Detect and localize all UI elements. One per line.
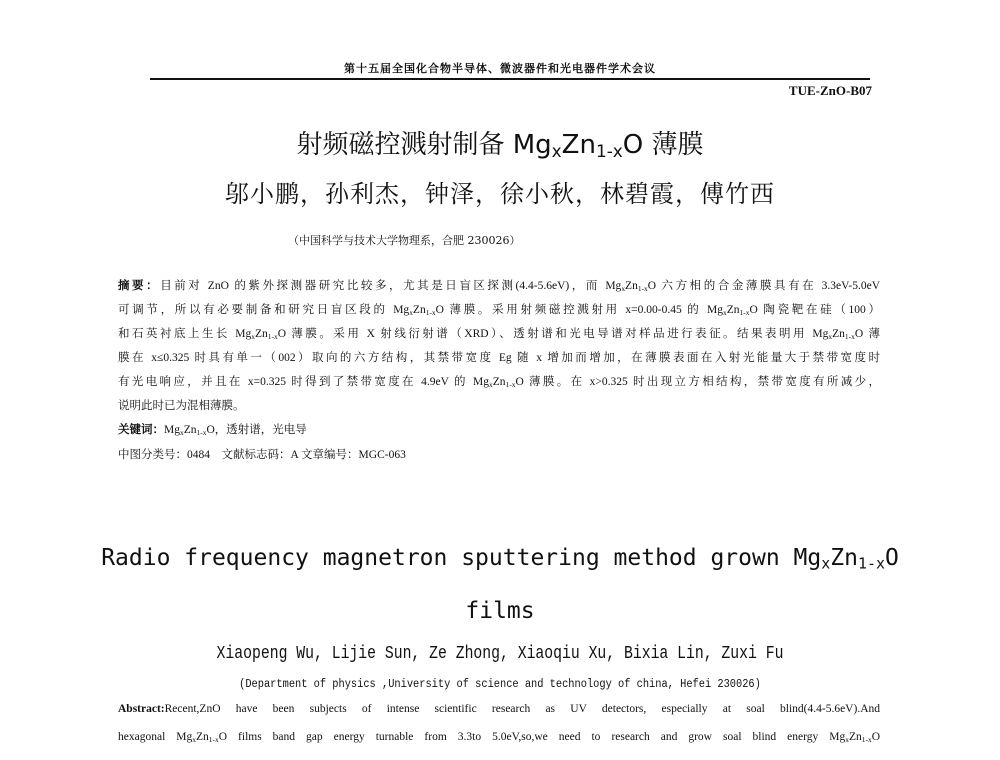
subscript: x <box>409 307 413 317</box>
text-segment: O <box>884 545 899 571</box>
subscript: 1-x <box>208 734 219 744</box>
chinese-affiliation: （中国科学与技术大学物理系，合肥 230026） <box>288 234 521 247</box>
subscript: x <box>621 283 626 293</box>
subscript: x <box>251 331 255 341</box>
header-rule <box>150 78 870 80</box>
subscript: 1-x <box>857 554 885 573</box>
text-segment: Zn <box>254 328 268 340</box>
text-segment: Zn <box>183 424 197 436</box>
chinese-title <box>0 124 1000 161</box>
subscript: 1-x <box>595 141 623 162</box>
chinese-abstract-line <box>118 373 880 389</box>
english-abstract-line <box>118 731 880 743</box>
text-segment: O 陶瓷靶在硅（100） <box>749 304 880 316</box>
english-title-line1 <box>0 545 1000 571</box>
chinese-abstract-line <box>118 301 880 317</box>
text-segment: Recent,ZnO have been subjects of intense scientific research as UV detectors, especially at soal blind(4.4-5.6eV).And <box>164 703 880 715</box>
text-segment: O 薄膜。采用射频磁控溅射用 x=0.00-0.45 的 Mg <box>435 304 724 316</box>
text-segment: 有光电响应，并且在 x=0.325 时得到了禁带宽度在 4.9eV 的 Mg <box>118 376 489 388</box>
text-segment: Zn <box>726 304 740 316</box>
text-segment: 说明此时已为混相薄膜。 <box>118 400 245 412</box>
chinese-abstract-line <box>118 397 880 413</box>
subscript: 1-x <box>505 379 516 389</box>
subscript: 1-x <box>861 734 872 744</box>
text-segment: 目前对 ZnO 的紫外探测器研究比较多，尤其是日盲区探测(4.4-5.6eV)，而 Mg <box>160 280 622 292</box>
abstract-text <box>160 280 880 292</box>
text-segment: O <box>871 731 881 743</box>
text-segment: Zn <box>412 304 426 316</box>
abstract-text <box>165 703 880 715</box>
classification: 中图分类号：0484 文献标志码：A 文章编号：MGC-063 <box>118 449 406 461</box>
english-title-line2: films <box>465 598 535 624</box>
text-segment: O，透射谱，光电导 <box>206 424 307 436</box>
text-segment: 可调节，所以有必要制备和研究日盲区段的 Mg <box>118 304 410 316</box>
text-segment: Zn <box>848 731 862 743</box>
text-segment: Mg <box>164 424 180 436</box>
chinese-abstract-line <box>118 325 880 341</box>
paper-code: TUE-ZnO-B07 <box>788 83 872 98</box>
subscript: x <box>179 427 184 437</box>
abstract-label: 摘要： <box>118 280 161 292</box>
text-segment: Zn <box>625 280 638 292</box>
text-segment: O 薄膜 <box>622 130 704 160</box>
chinese-abstract-line <box>118 349 880 365</box>
text-segment: O films band gap energy turnable from 3.3to 5.0eV,so,we need to research and grow soal blind energy Mg <box>218 731 846 743</box>
english-affiliation: (Department of physics ,University of science and technology of china, Hefei 230026) <box>239 678 761 691</box>
keywords-label: 关键词： <box>118 424 164 436</box>
text-segment: O 薄膜。在 x>0.325 时出现立方相结构，禁带宽度有所减少， <box>515 376 880 388</box>
subscript: 1-x <box>267 331 278 341</box>
text-segment: 膜在 x≤0.325 时具有单一（002）取向的六方结构，其禁带宽度 Eg 随 x 增加而增加，在薄膜表面在入射光能量大于禁带宽度时 <box>118 352 880 364</box>
abstract-label: Abstract: <box>118 703 165 715</box>
text-segment: 射频磁控溅射制备 Mg <box>296 130 552 160</box>
subscript: x <box>845 734 849 744</box>
keywords-text <box>164 424 307 436</box>
subscript: x <box>551 141 562 162</box>
text-segment: O 薄膜。采用 X 射线衍射谱（XRD）、透射谱和光电导谱对样品进行表征。结果表明用 Mg <box>277 328 829 340</box>
english-authors: Xiaopeng Wu, Lijie Sun, Ze Zhong, Xiaoqiu Xu, Bixia Lin, Zuxi Fu <box>216 644 784 664</box>
subscript: 1-x <box>637 283 648 293</box>
text-segment: Zn <box>832 328 845 340</box>
subscript: x <box>828 331 833 341</box>
subscript: x <box>821 554 831 573</box>
conference-header: 第十五届全国化合物半导体、微波器件和光电器件学术会议 <box>344 62 656 75</box>
text-segment: hexagonal Mg <box>118 731 193 743</box>
subscript: 1-x <box>844 331 855 341</box>
text-segment: Radio frequency magnetron sputtering method grown Mg <box>101 545 822 571</box>
subscript: 1-x <box>425 307 436 317</box>
chinese-authors: 邬小鹏，孙利杰，钟泽，徐小秋，林碧霞，傅竹西 <box>225 180 775 208</box>
keywords <box>118 421 880 437</box>
subscript: x <box>192 734 196 744</box>
text-segment: O 六方相的合金薄膜具有在 3.3eV-5.0eV <box>647 280 880 292</box>
text-segment: Zn <box>830 545 858 571</box>
subscript: 1-x <box>739 307 750 317</box>
subscript: 1-x <box>196 427 207 437</box>
text-segment: O 薄 <box>854 328 880 340</box>
text-segment: 和石英衬底上生长 Mg <box>118 328 252 340</box>
text-segment: Zn <box>492 376 506 388</box>
text-segment: Zn <box>195 731 209 743</box>
text-segment: Zn <box>561 130 596 160</box>
chinese-abstract-line <box>118 277 880 293</box>
subscript: x <box>723 307 727 317</box>
subscript: x <box>489 379 493 389</box>
english-abstract-line <box>118 703 880 715</box>
